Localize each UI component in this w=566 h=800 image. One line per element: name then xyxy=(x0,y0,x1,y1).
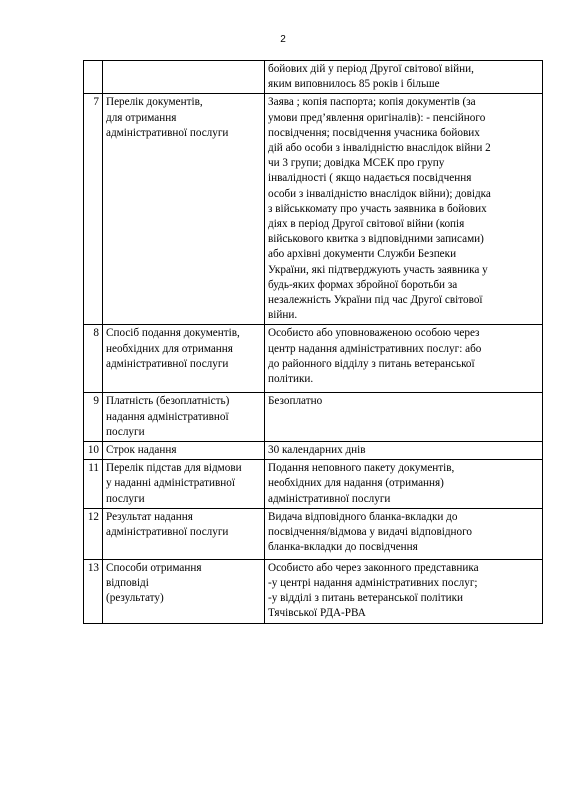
row-label-line: послуги xyxy=(106,425,145,438)
row-value-line: Видача відповідного бланка-вкладки до xyxy=(268,510,458,523)
row-value xyxy=(265,460,543,509)
row-label-line: Способи отримання xyxy=(106,561,202,574)
row-value-line: або архівні документи Служби Безпеки xyxy=(268,248,457,261)
row-number: 8 xyxy=(84,325,103,393)
row-value-line: Заява ; копія паспорта; копія документів (за xyxy=(268,96,476,109)
row-number: 11 xyxy=(84,460,103,509)
row-label xyxy=(103,325,265,393)
row-value-line: яким виповнилось 85 років і більше xyxy=(268,78,440,91)
page-number: 2 xyxy=(280,34,286,45)
row-label xyxy=(103,94,265,325)
table-row xyxy=(84,393,543,442)
row-value-line: політики. xyxy=(268,373,314,386)
row-value-line: незалежність України під час Другої світової xyxy=(268,294,483,307)
row-number: 7 xyxy=(84,94,103,325)
table-row xyxy=(84,460,543,509)
row-value-line: бойових дій у період Другої світової війни, xyxy=(268,63,474,75)
row-label xyxy=(103,393,265,442)
row-label-line: Перелік підстав для відмови xyxy=(106,462,242,475)
row-value-line: діях в період Другої світової війни (копія xyxy=(268,218,465,231)
row-value xyxy=(265,94,543,325)
row-number: 9 xyxy=(84,393,103,442)
table-row xyxy=(84,325,543,393)
row-value-line: Безоплатно xyxy=(268,395,323,408)
row-value-line: інвалідності ( якщо надається посвідчення xyxy=(268,172,472,185)
row-label-line: надання адміністративної xyxy=(106,410,229,423)
row-value-line: особи з інвалідністю внаслідок війни); довідка xyxy=(268,187,491,200)
services-table-body xyxy=(84,61,543,624)
row-value-line: посвідчення/відмова у видачі відповідного xyxy=(268,526,473,539)
row-value xyxy=(265,559,543,623)
row-number: 13 xyxy=(84,559,103,623)
row-value xyxy=(265,508,543,559)
row-label xyxy=(103,508,265,559)
table-row xyxy=(84,442,543,460)
row-number: 12 xyxy=(84,508,103,559)
row-value-line: бланка-вкладки до посвідчення xyxy=(268,541,418,554)
row-label-line: Строк надання xyxy=(106,444,177,457)
row-label-line: Результат надання xyxy=(106,510,193,523)
row-label-line: відповіді xyxy=(106,577,149,590)
row-value-line: 30 календарних днів xyxy=(268,444,366,457)
row-value-line: України, які підтверджують участь заявника у xyxy=(268,263,488,276)
row-label xyxy=(103,460,265,509)
row-value xyxy=(265,393,543,442)
row-value-line: з військкомату про участь заявника в бойових xyxy=(268,202,487,215)
row-label-line: необхідних для отримання xyxy=(106,342,233,355)
row-label-line: для отримання xyxy=(106,111,177,124)
table-row xyxy=(84,508,543,559)
row-value xyxy=(265,442,543,460)
row-value-line: посвідчення; посвідчення учасника бойових xyxy=(268,126,480,139)
row-value xyxy=(265,61,543,94)
row-label xyxy=(103,442,265,460)
row-value-line: -у центрі надання адміністративних послуг; xyxy=(268,577,478,590)
row-value-line: -у відділі з питань ветеранської політики xyxy=(268,592,463,605)
row-label-line: адміністративної послуги xyxy=(106,126,229,139)
table-row xyxy=(84,559,543,623)
row-value-line: Особисто або уповноваженою особою через xyxy=(268,327,480,340)
row-label-line: Перелік документів, xyxy=(106,96,203,109)
table-row xyxy=(84,61,543,94)
row-label-line: адміністративної послуги xyxy=(106,357,229,370)
row-value-line: умови пред’явлення оригіналів): - пенсійного xyxy=(268,111,486,124)
row-label-line: Спосіб подання документів, xyxy=(106,327,240,340)
row-value-line: Подання неповного пакету документів, xyxy=(268,462,455,475)
row-label-line: (результату) xyxy=(106,592,164,605)
row-value-line: дій або особи з інвалідністю внаслідок війни 2 xyxy=(268,142,491,155)
row-label-line: у наданні адміністративної xyxy=(106,477,235,490)
row-value-line: чи 3 групи; довідка МСЕК про групу xyxy=(268,157,445,170)
row-value-line: Особисто або через законного представника xyxy=(268,561,479,574)
row-label-line: Платність (безоплатність) xyxy=(106,395,230,408)
row-value-line: необхідних для надання (отримання) xyxy=(268,477,444,490)
row-value-line: військового квитка з відповідними записами) xyxy=(268,233,484,246)
row-value-line: Тячівської РДА-РВА xyxy=(268,607,366,620)
row-number xyxy=(84,61,103,94)
row-label xyxy=(103,559,265,623)
row-value xyxy=(265,325,543,393)
services-table xyxy=(83,60,543,624)
row-number: 10 xyxy=(84,442,103,460)
row-label-line: адміністративної послуги xyxy=(106,526,229,539)
row-value-line: центр надання адміністративних послуг: або xyxy=(268,342,482,355)
row-value-line: будь-яких формах збройної боротьби за xyxy=(268,278,458,291)
row-value-line: війни. xyxy=(268,309,298,322)
row-value-line: до районного відділу з питань ветеранської xyxy=(268,357,475,370)
row-label-line: послуги xyxy=(106,492,145,505)
table-row xyxy=(84,94,543,325)
row-label xyxy=(103,61,265,94)
row-value-line: адміністративної послуги xyxy=(268,492,391,505)
